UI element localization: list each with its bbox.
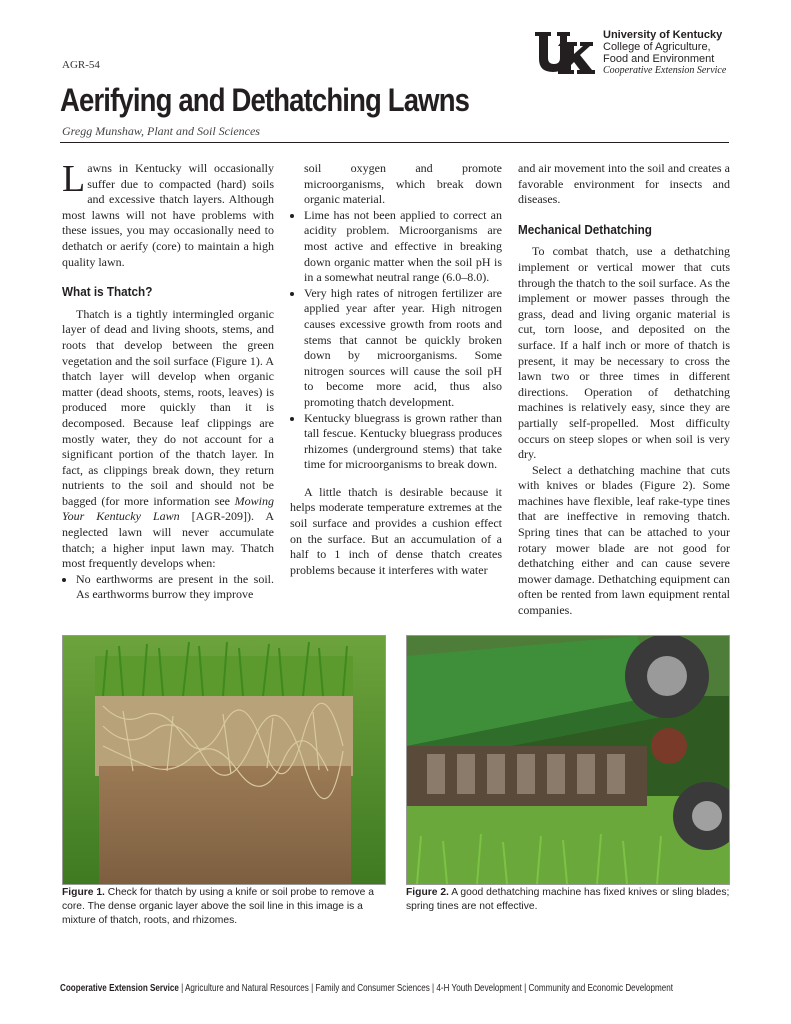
header-divider — [60, 142, 729, 143]
figure-2-image — [406, 635, 730, 885]
list-item: • Very high rates of nitrogen fertilizer are applied year after year. High nitrogen causes excessive growth from roots and stems that cannot be quickly broken down by microorganisms. Some nitrogen sources will cause the soil pH to become more acid, thus also promoting thatch development. — [304, 286, 502, 411]
thatch-causes-list — [62, 572, 274, 603]
section-heading-dethatching: Mechanical Dethatching — [518, 221, 652, 237]
thatch-text-end: [AGR-209]). A neglected lawn will never accumulate thatch; a higher input lawn may. Thatch most frequently develops when: — [62, 509, 275, 571]
column-1 — [62, 158, 275, 603]
page-title: Aerifying and Dethatching Lawns — [60, 82, 470, 118]
figure-2-caption — [406, 886, 731, 914]
dethatching-paragraph-1: To combat thatch, use a dethatching implement or vertical mower that cuts through the thatch to the soil surface. As the implement or mower passes through the grass, dead and living organic material is cut, torn loose, and deposited on the surface. If a half inch or more of thatch is present, it may be necessary to cross the lawn two or three times in different directions. Operation of dethatching machines is relatively easy, since they are partially self-propelled. Most difficulty occurs on steep slopes or when soil is very dry. — [518, 244, 730, 462]
university-name: University of Kentucky — [603, 29, 723, 41]
publication-link[interactable]: Mowing Your Kentucky Lawn — [62, 493, 275, 524]
section-heading-thatch: What is Thatch? — [62, 284, 153, 300]
column-3 — [518, 161, 730, 619]
dethatching-paragraph-2: Select a dethatching machine that cuts with knives or blades (Figure 2). Some machines have flexible, leaf rake-type tines that are ineffective in removing thatch. Spring tines that can be attached to your rotary mower blade are not good for dethatching either and can cause severe mower damage. Dethatching equipment can often be rented from lawn equipment rental companies. — [518, 462, 730, 618]
intro-paragraph — [62, 158, 274, 270]
college-name-2: Food and Environment — [603, 53, 715, 65]
figure-1-text: Check for thatch by using a knife or soil probe to remove a core. The dense organic layer above the soil line in this image is a mixture of thatch, roots, and rhizomes. — [62, 887, 374, 926]
bullet-continuation: soil oxygen and promote microorganisms, which break down organic material. — [304, 161, 502, 207]
figure-1-caption — [62, 886, 387, 928]
thatch-causes-list-cont — [290, 208, 502, 473]
footer-extension: Cooperative Extension Service — [60, 983, 179, 994]
publication-code: AGR-54 — [62, 59, 100, 71]
figure-1-label: Figure 1. — [62, 887, 105, 898]
footer-programs: | Agriculture and Natural Resources | Family and Consumer Sciences | 4-H Youth Development | Community and Economic Development — [178, 983, 674, 994]
uk-logo — [533, 30, 595, 76]
thatch-text: Thatch is a tightly intermingled organic layer of dead and living shoots, stems, and roots that develop between the green vegetation and the soil surface (Figure 1). A thatch layer will develop when organic matter (dead shoots, stems, roots, leaves) is produced more quickly than it is decomposed. Because leaf clippings are mostly water, they do not account for a significant portion of the thatch layer. In fact, as clippings break down, they return nutrients to the soil and should not be bagged (for more information see — [62, 306, 274, 508]
university-block — [603, 29, 726, 77]
drop-cap: L — [62, 158, 86, 200]
college-name: College of Agriculture, — [603, 41, 711, 53]
column-2 — [290, 161, 502, 578]
figure-2-text: A good dethatching machine has fixed knives or sling blades; spring tines are not effective. — [406, 887, 730, 912]
thatch-paragraph — [62, 307, 274, 572]
paragraph-continuation: and air movement into the soil and creates a favorable environment for insects and diseases. — [518, 161, 730, 207]
intro-text: awns in Kentucky will occasionally suffer due to compacted (hard) soils and excessive thatch layers. Although most lawns will not have problems with these issues, you may occasionally need to dethatch or aerify (core) to maintain a high quality lawn. — [62, 161, 274, 269]
list-item: • Kentucky bluegrass is grown rather than tall fescue. Kentucky bluegrass produces rhizomes (underground stems) that take time for microorganisms to break down. — [304, 411, 502, 473]
list-item: • Lime has not been applied to correct an acidity problem. Microorganisms are most active and effective in breaking down organic matter when the soil pH is in a somewhat neutral range (6.0–8.0). — [304, 208, 502, 286]
figure-2-label: Figure 2. — [406, 887, 449, 898]
little-thatch-paragraph: A little thatch is desirable because it helps moderate temperature extremes at the soil surface and provides a cushion effect on the surface. But an accumulation of a half to 1 inch of dense thatch creates problems because it interferes with water — [290, 484, 502, 577]
list-item: • No earthworms are present in the soil. As earthworms burrow they improve — [76, 572, 274, 603]
author-line: Gregg Munshaw, Plant and Soil Sciences — [62, 124, 260, 138]
footer — [60, 983, 673, 994]
soil-core-photo — [63, 636, 385, 884]
figure-1-image — [62, 635, 386, 885]
dethatching-machine-photo — [407, 636, 729, 884]
extension-service: Cooperative Extension Service — [603, 65, 727, 76]
